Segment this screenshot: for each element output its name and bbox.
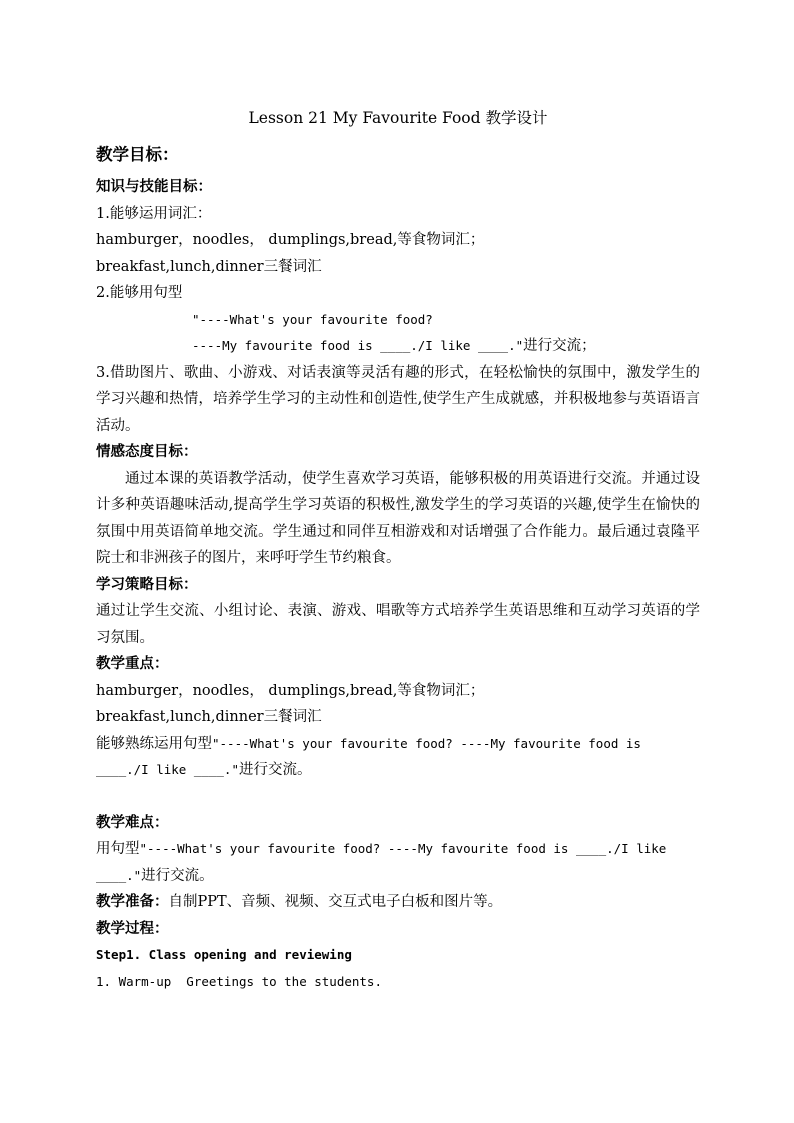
key-points-sentence-line2 [96,757,700,784]
blank-line [96,784,700,810]
prep-line [96,889,700,916]
key-points-heading: 教学重点： [96,655,169,672]
knowledge-item3: 3.借助图片、歌曲、小游戏、对话表演等灵活有趣的形式，在轻松愉快的氛围中，激发学生的学习兴趣和热情，培养学生学习的主动性和创造性,使学生产生成就感，并积极地参与英语语言活动。 [96,364,700,434]
knowledge-item1-label: 1.能够运用词汇： [96,205,212,222]
knowledge-heading: 知识与技能目标： [96,178,212,195]
sentence2-text: ----My favourite food is ____./I like ____." [192,338,524,353]
key-points-line1-text: "----What's your favourite food? ----My favourite food is [212,735,641,751]
knowledge-vocab-meals: breakfast,lunch,dinner三餐词汇 [96,258,322,275]
attitude-text: 通过本课的英语教学活动，使学生喜欢学习英语，能够积极的用英语进行交流。并通过设计多种英语趣味活动,提高学生学习英语的积极性,激发学生的学习英语的兴趣,使学生在愉快的氛围中用英语简单地交流。学生通过和同伴互相游戏和对话增强了合作能力。最后通过袁隆平院士和非洲孩子的图片，来呼吁学生节约粮食。 [96,470,700,566]
attitude-heading: 情感态度目标： [96,443,198,460]
key-points-vocab-food: hamburger，noodles， dumplings,bread,等食物词汇； [96,682,485,699]
difficult-heading: 教学难点： [96,813,169,831]
key-points-line2-text: ____./I like ____." [96,762,239,777]
document-title: Lesson 21 My Favourite Food 教学设计 [248,109,548,127]
step1-item1: 1. Warm-up Greetings to the students. [96,973,382,989]
prep-text: 自制PPT、音频、视频、交互式电子白板和图片等。 [168,894,503,910]
step1-heading: Step1. Class opening and reviewing [96,947,352,962]
knowledge-sentence1 [96,307,700,334]
strategy-text: 通过让学生交流、小组讨论、表演、游戏、唱歌等方式培养学生英语思维和互动学习英语的学习氛围。 [96,603,700,646]
knowledge-item2-label: 2.能够用句型 [96,285,183,301]
difficult-sentence-line1 [96,836,700,863]
key-points-line1-prefix: 能够熟练运用句型 [96,735,212,752]
sentence1-text: "----What's your favourite food? [192,311,433,327]
key-points-vocab-meals: breakfast,lunch,dinner三餐词汇 [96,709,322,725]
difficult-line1-prefix: 用句型 [96,841,140,857]
difficult-line1-text: "----What's your favourite food? ----My favourite food is ____./I like [139,841,667,856]
difficult-line2-text: ____." [96,867,142,883]
prep-heading: 教学准备： [96,893,169,910]
knowledge-vocab-food: hamburger，noodles， dumplings,bread,等食物词汇； [96,232,485,248]
process-heading: 教学过程： [96,919,169,937]
difficult-sentence-line2 [96,863,700,890]
objectives-heading: 教学目标： [96,145,179,164]
key-points-sentence-line1 [96,731,700,758]
difficult-line2-suffix: 进行交流。 [141,867,214,884]
knowledge-sentence2 [96,333,700,360]
strategy-heading: 学习策略目标： [96,575,198,593]
key-points-line2-suffix: 进行交流。 [239,762,312,778]
sentence2-suffix: 进行交流； [523,338,596,354]
document-page [96,104,700,995]
